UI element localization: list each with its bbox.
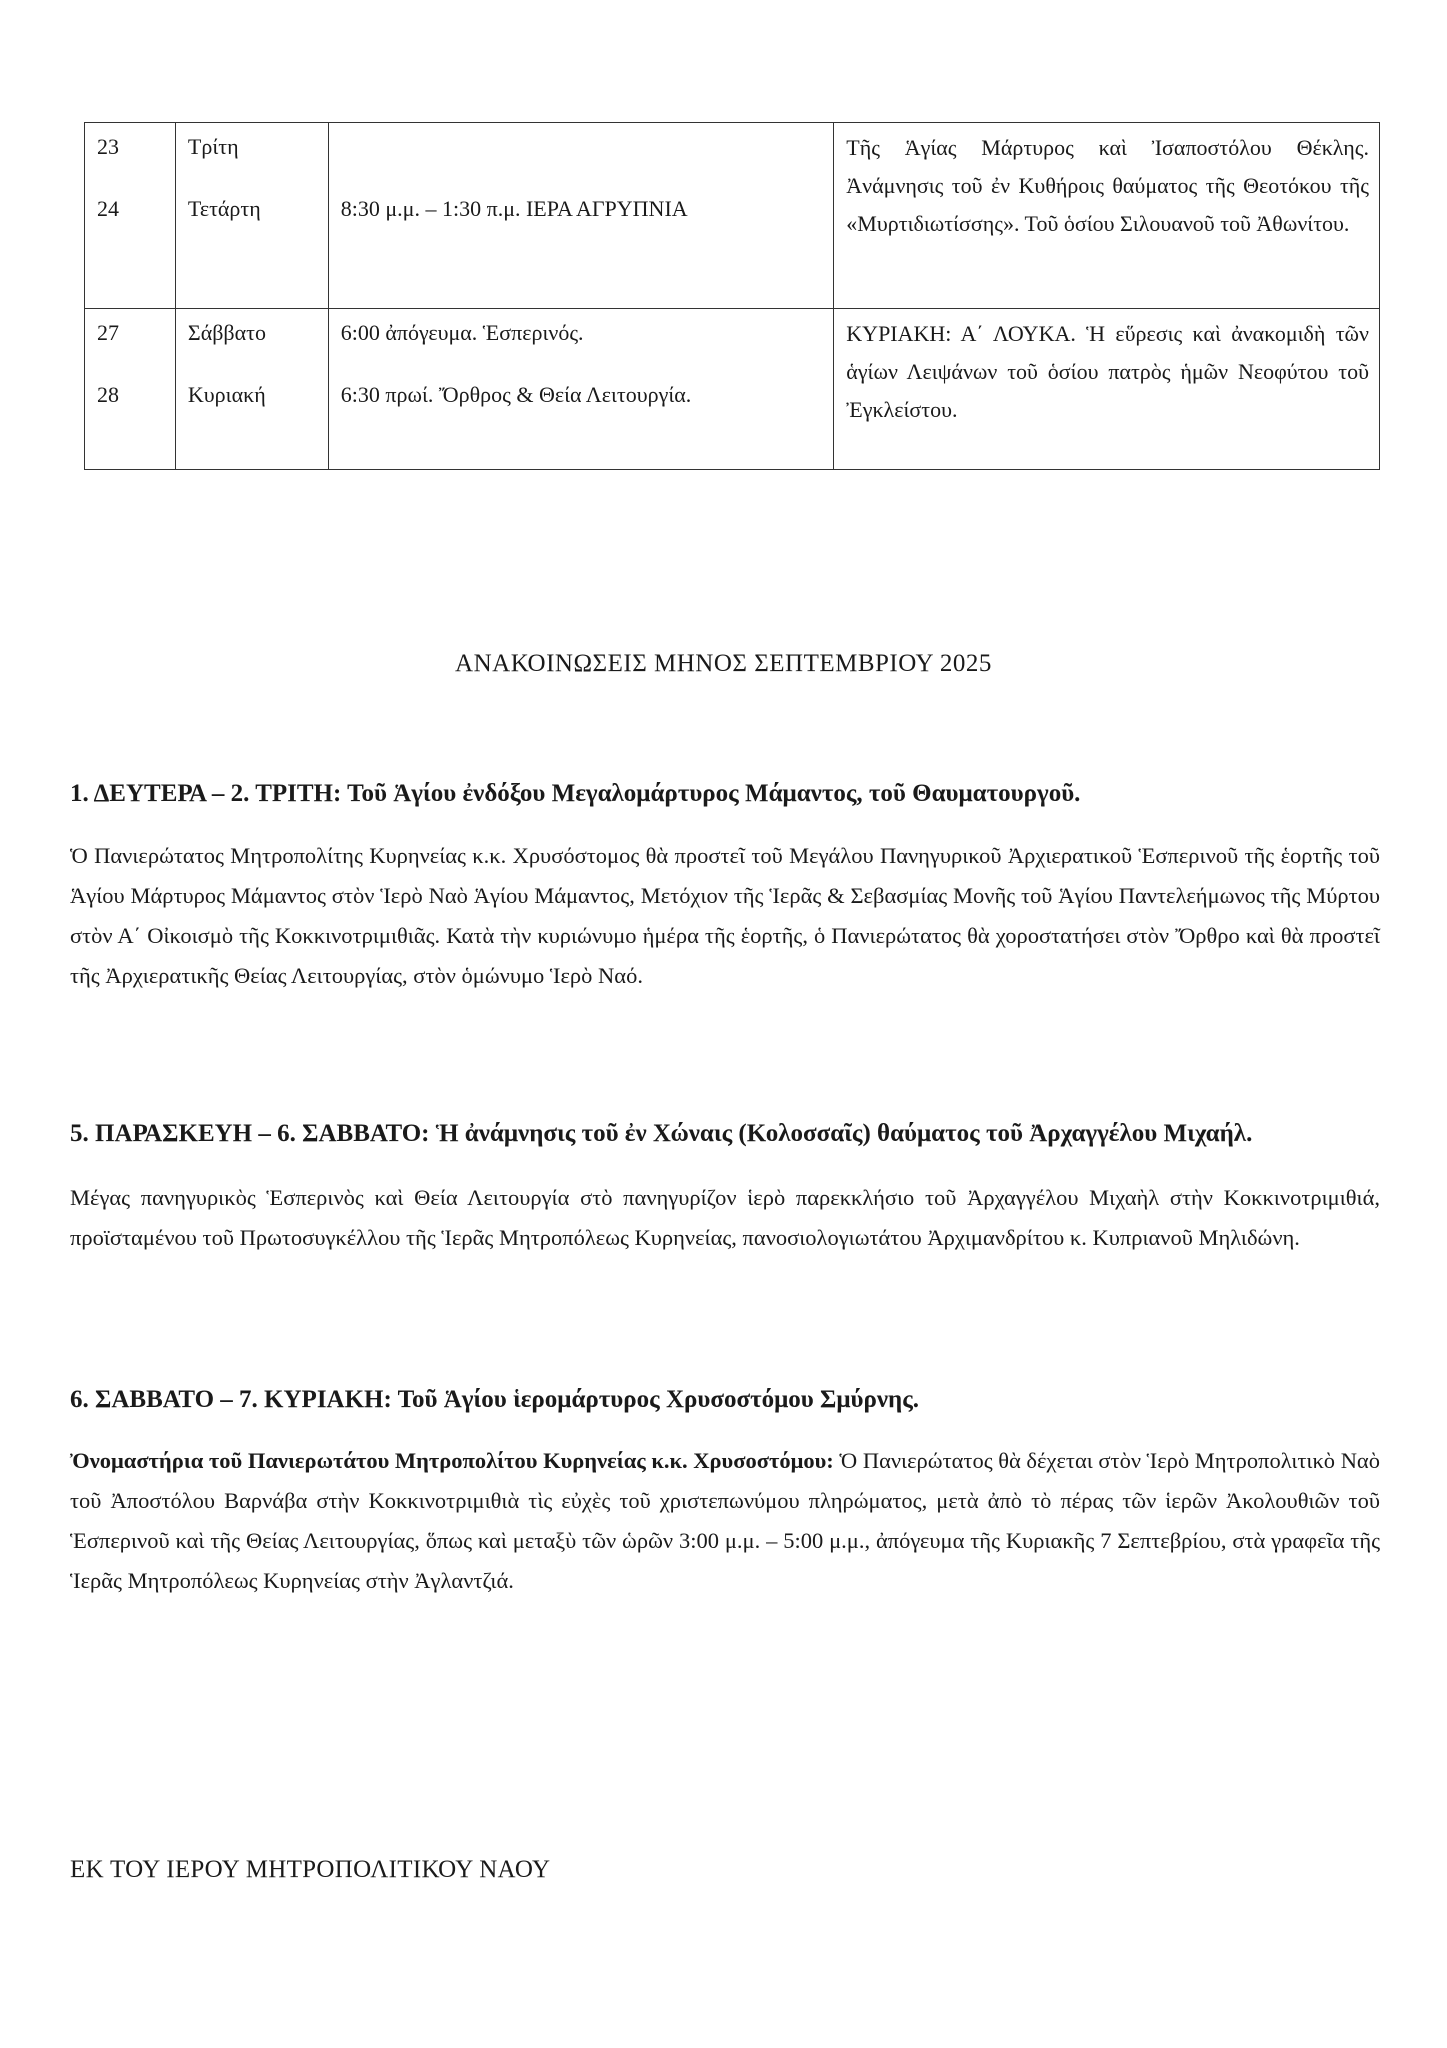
feast-description: ΚΥΡΙΑΚΗ: Α΄ ΛΟΥΚΑ. Ἡ εὕρεσις καὶ ἀνακομιδὴ τῶν ἁγίων Λειψάνων τοῦ ὁσίου πατρὸς ἡμῶν Νεοφύτου τοῦ Ἐγκλείστου. <box>846 321 1369 422</box>
service-line: 6:00 ἀπόγευμα. Ἑσπερινός. <box>340 320 584 345</box>
schedule-row <box>85 123 1380 309</box>
section-paragraph <box>70 1441 1380 1601</box>
schedule-table <box>84 122 1380 470</box>
day-cell <box>85 123 176 309</box>
section-title: 1. ΔΕΥΤΕΡΑ – 2. ΤΡΙΤΗ: Τοῦ Ἁγίου ἐνδόξου Μεγαλομάρτυρος Μάμαντος, τοῦ Θαυματουργοῦ. <box>70 780 1081 807</box>
weekday-label: Τετάρτη <box>187 196 261 221</box>
paragraph-text: Ὁ Πανιερώτατος Μητροπολίτης Κυρηνείας κ.κ. Χρυσόστομος θὰ προστεῖ τοῦ Μεγάλου Πανηγυρικοῦ Ἀρχιερατικοῦ Ἑσπερινοῦ τῆς ἑορτῆς τοῦ Ἁγίου Μάρτυρος Μάμαντος στὸν Ἱερὸ Ναὸ Ἁγίου Μάμαντος, Μετόχιον τῆς Ἱερᾶς & Σεβασμίας Μονῆς τοῦ Ἁγίου Παντελεήμωνος τῆς Μύρτου στὸν Α΄ Οἰκοισμὸ τῆς Κοκκινοτριμιθιᾶς. Κατὰ τὴν κυριώνυμο ἡμέρα τῆς ἑορτῆς, ὁ Πανιερώτατος θὰ χοροστατήσει στὸν Ὄρθρο καὶ θὰ προστεῖ τῆς Ἀρχιερατικῆς Θείας Λειτουργίας, στὸν ὁμώνυμο Ἱερὸ Ναό. <box>70 843 1380 988</box>
feast-cell <box>834 123 1380 309</box>
service-cell <box>328 123 834 309</box>
weekday-cell <box>175 123 328 309</box>
day-number: 27 <box>97 320 119 345</box>
feast-cell <box>834 309 1380 470</box>
paragraph-text: Ὁ Πανιερώτατος θὰ δέχεται στὸν Ἱερὸ Μητροπολιτικὸ Ναὸ τοῦ Ἀποστόλου Βαρνάβα στὴν Κοκκινοτριμιθιὰ τὶς εὐχὲς τοῦ χριστεπωνύμου πληρώματος, μετὰ ἀπὸ τὸ πέρας τῶν ἱερῶν Ἀκολουθιῶν τοῦ Ἑσπερινοῦ καὶ τῆς Θείας Λειτουργίας, ὅπως καὶ μεταξὺ τῶν ὡρῶν 3:00 μ.μ. – 5:00 μ.μ., ἀπόγευμα τῆς Κυριακῆς 7 Σεπτεβρίου, στὰ γραφεῖα τῆς Ἱερᾶς Μητροπόλεως Κυρηνείας στὴν Ἀγλαντζιά. <box>70 1448 1380 1593</box>
service-cell <box>328 309 834 470</box>
service-line: 6:30 πρωί. Ὄρθρος & Θεία Λειτουργία. <box>340 382 692 407</box>
section-paragraph <box>70 1178 1380 1258</box>
weekday-cell <box>175 309 328 470</box>
feast-description: Τῆς Ἁγίας Μάρτυρος καὶ Ἰσαποστόλου Θέκλης. Ἀνάμνησις τοῦ ἐν Κυθήροις θαύματος τῆς Θεοτόκου τῆς «Μυρτιδιωτίσσης». Τοῦ ὁσίου Σιλουανοῦ τοῦ Ἀθωνίτου. <box>846 135 1369 236</box>
paragraph-lead: Ὀνομαστήρια τοῦ Πανιερωτάτου Μητροπολίτου Κυρηνείας κ.κ. Χρυσοστόμου: <box>70 1448 834 1473</box>
day-number: 28 <box>97 382 119 407</box>
weekday-label: Κυριακή <box>187 382 266 407</box>
paragraph-text: Μέγας πανηγυρικὸς Ἑσπερινὸς καὶ Θεία Λειτουργία στὸ πανηγυρίζον ἱερὸ παρεκκλήσιο τοῦ Ἀρχαγγέλου Μιχαὴλ στὴν Κοκκινοτριμιθιά, προϊσταμένου τοῦ Πρωτοσυγκέλλου τῆς Ἱερᾶς Μητροπόλεως Κυρηνείας, πανοσιολογιωτάτου Ἀρχιμανδρίτου κ. Κυπριανοῦ Μηλιδώνη. <box>70 1185 1380 1250</box>
section-paragraph <box>70 836 1380 996</box>
day-number: 23 <box>97 134 119 159</box>
day-cell <box>85 309 176 470</box>
day-number: 24 <box>97 196 119 221</box>
section-title: 5. ΠΑΡΑΣΚΕΥΗ – 6. ΣΑΒΒΑΤΟ: Ἡ ἀνάμνησις τοῦ ἐν Χώναις (Κολοσσαῖς) θαύματος τοῦ Ἀρχαγγέλου Μιχαήλ. <box>70 1120 1253 1147</box>
weekday-label: Τρίτη <box>187 134 239 159</box>
section-title: 6. ΣΑΒΒΑΤΟ – 7. ΚΥΡΙΑΚΗ: Τοῦ Ἁγίου ἱερομάρτυρος Χρυσοστόμου Σμύρνης. <box>70 1386 920 1413</box>
weekday-label: Σάββατο <box>187 320 266 345</box>
service-line: 8:30 μ.μ. – 1:30 π.μ. ΙΕΡΑ ΑΓΡΥΠΝΙΑ <box>340 196 688 221</box>
announcements-heading: ΑΝΑΚΟΙΝΩΣΕΙΣ ΜΗΝΟΣ ΣΕΠΤΕΜΒΡΙΟΥ 2025 <box>455 650 992 677</box>
schedule-row <box>85 309 1380 470</box>
footer-signature: ΕΚ ΤΟΥ ΙΕΡΟΥ ΜΗΤΡΟΠΟΛΙΤΙΚΟΥ ΝΑΟΥ <box>70 1856 551 1883</box>
